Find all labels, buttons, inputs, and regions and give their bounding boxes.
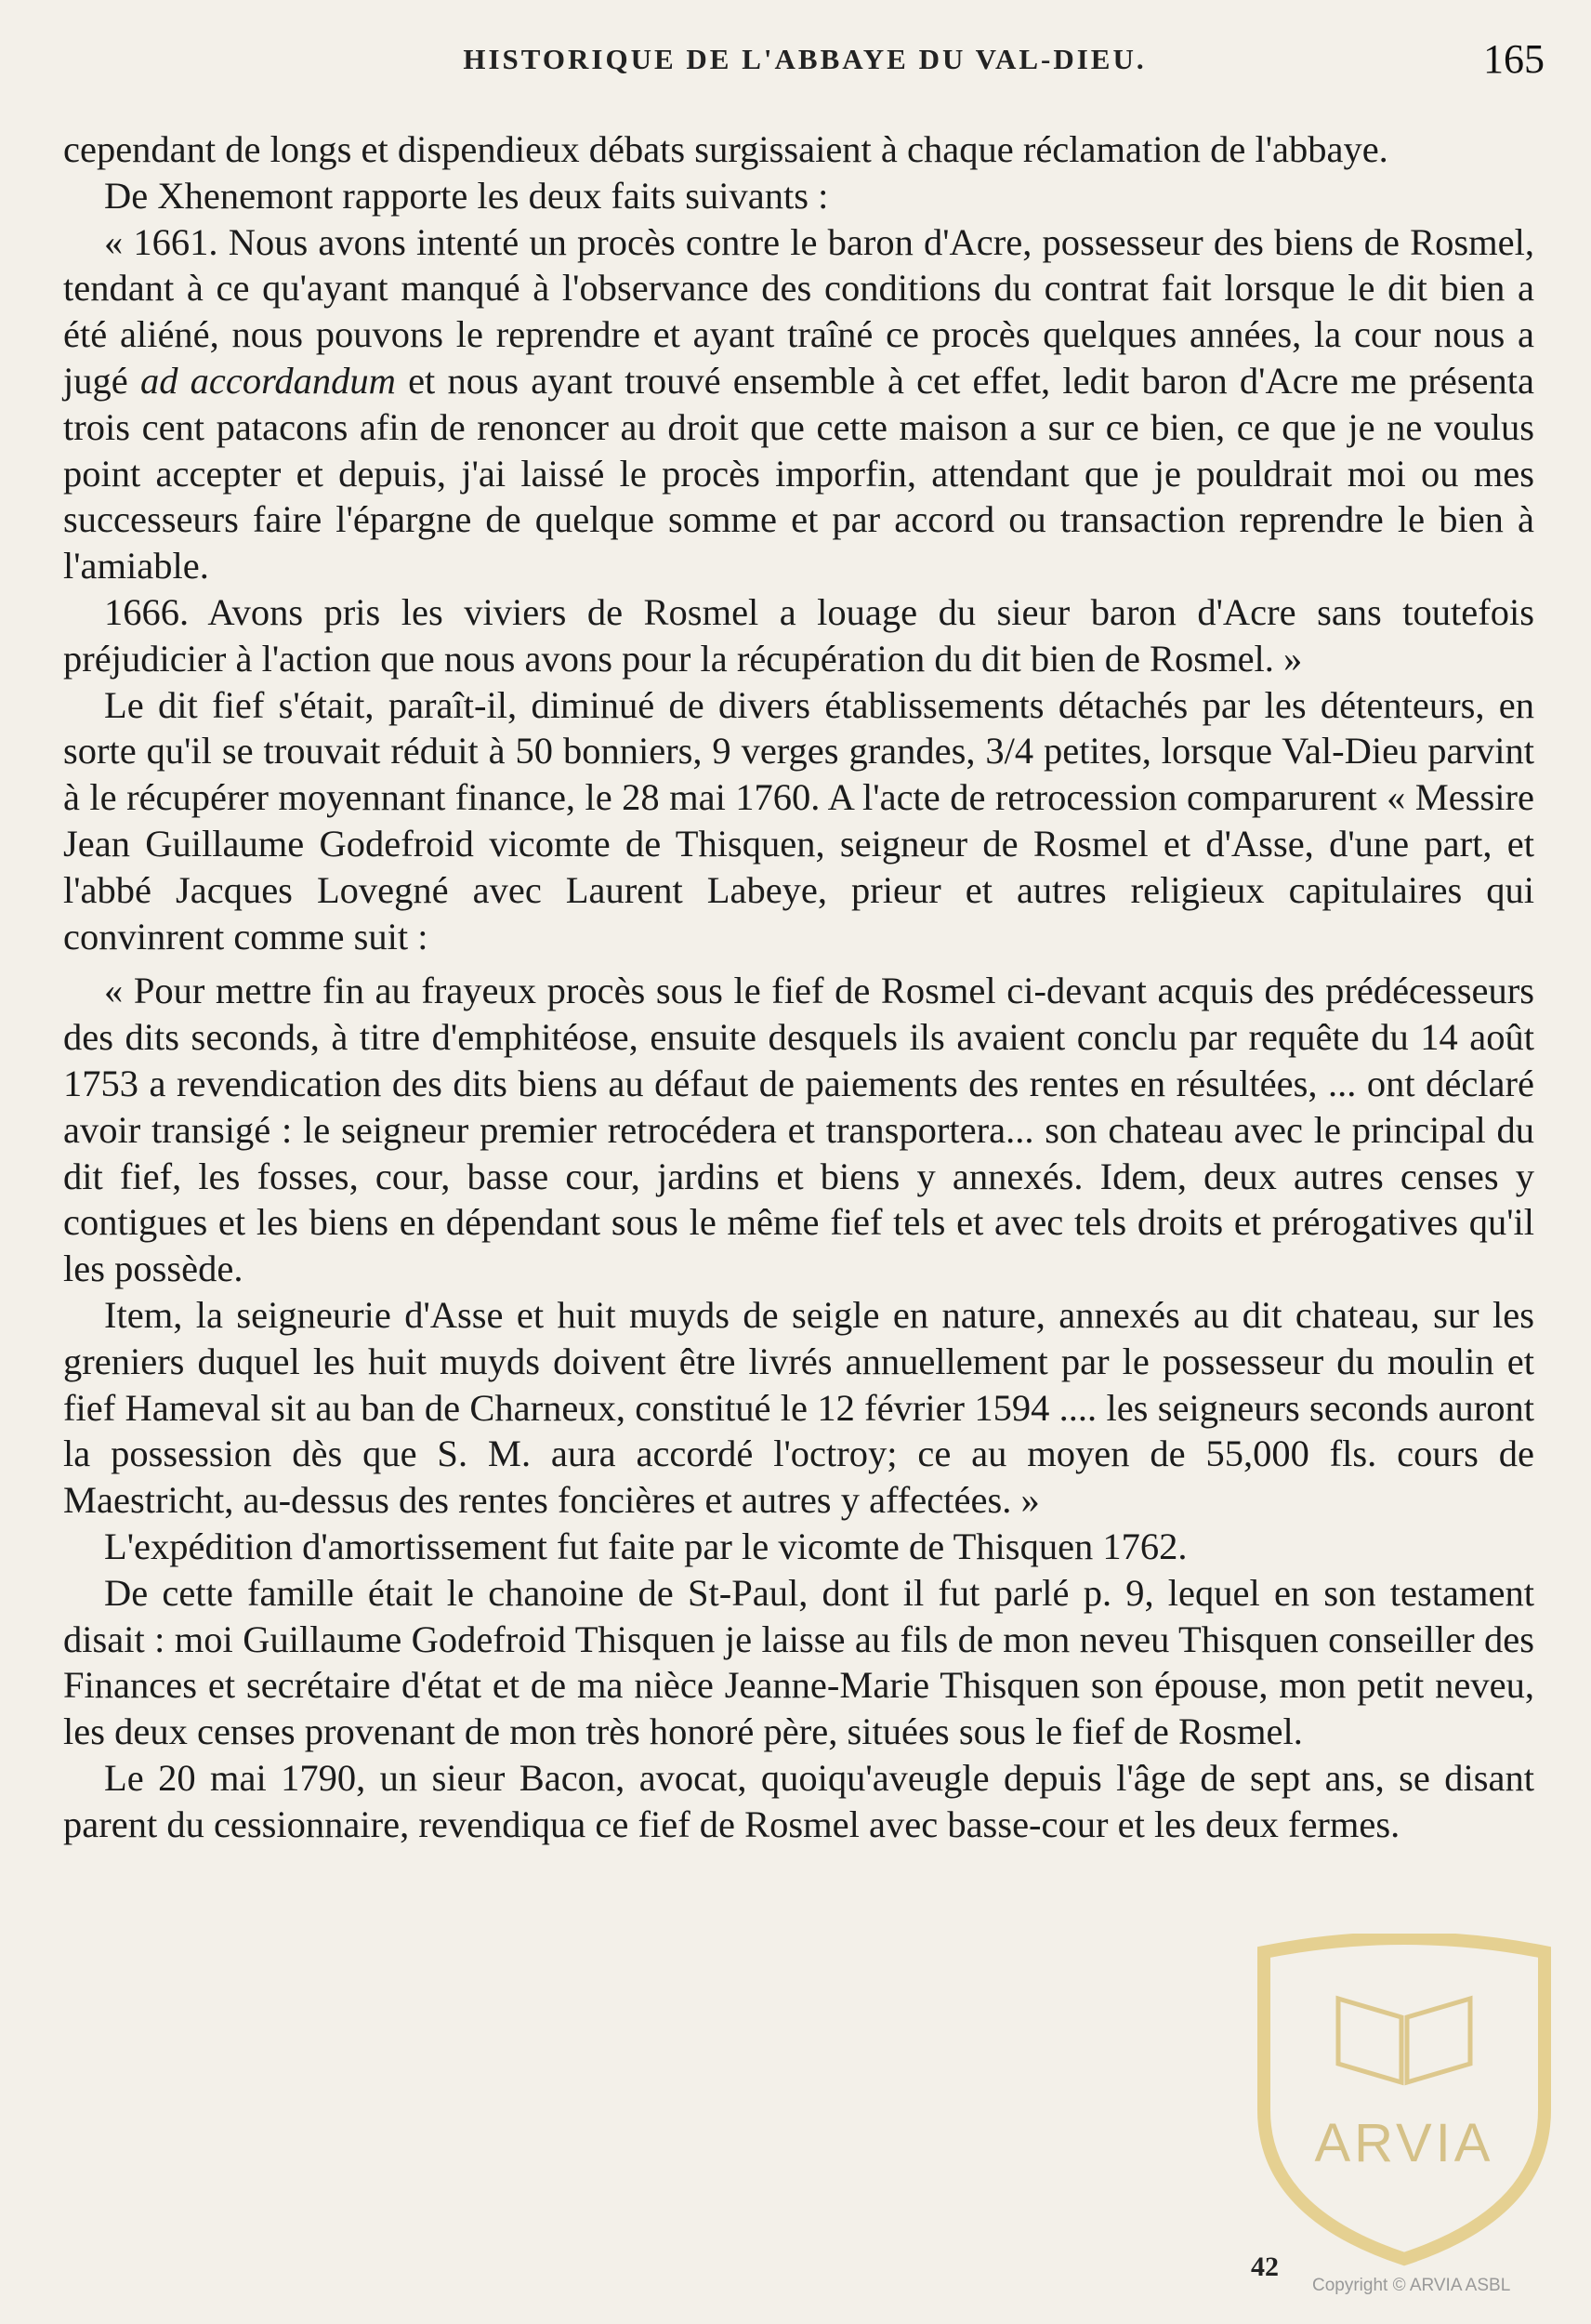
watermark-label: ARVIA — [1314, 2113, 1494, 2173]
quote-text: et nous ayant trouvé ensemble à cet effet, ledit baron d'Acre me présenta trois cent patacons afin de renoncer au droit que cette maison a sur ce bien, ce que je ne voulus point accepter et depuis, j'ai laissé le procès imporfin, attendant que je pouldrait moi ou mes successeurs faire l'épargne de quelque somme et par accord ou transaction reprendre le bien à l'amiable. — [63, 359, 1534, 588]
paragraph: Le 20 mai 1790, un sieur Bacon, avocat, quoiqu'aveugle depuis l'âge de sept ans, se disant parent du cessionnaire, revendiqua ce fief de Rosmel avec basse-cour et les deux fermes. — [63, 1756, 1534, 1845]
signature-mark: 42 — [1251, 2251, 1279, 2282]
paragraph: cependant de longs et dispendieux débats surgissaient à chaque réclamation de l'abbaye. — [63, 128, 1388, 170]
paragraph-quote-1661 — [63, 219, 1534, 589]
book-icon — [1338, 1999, 1470, 2082]
latin-phrase: ad accordandum — [139, 359, 396, 402]
paragraph: 1666. Avons pris les viviers de Rosmel a louage du sieur baron d'Acre sans toutefois préjudicier à l'action que nous avons pour la récupération du dit bien de Rosmel. » — [63, 590, 1534, 680]
paragraph: Item, la seigneurie d'Asse et huit muyds de seigle en nature, annexés au dit chateau, sur les greniers duquel les huit muyds doivent être livrés annuellement par le possesseur du moulin et fief Hameval sit au ban de Charneux, constitué le 12 février 1594 .... les seigneurs seconds auront la possession dès que S. M. aura accordé l'octroy; ce au moyen de 55,000 fls. cours de Maestricht, au-dessus des rentes foncières et autres y affectées. » — [63, 1293, 1534, 1522]
copyright-notice: Copyright © ARVIA ASBL — [1312, 2276, 1511, 2295]
paragraph: « Pour mettre fin au frayeux procès sous le fief de Rosmel ci-devant acquis des prédécesseurs des dits seconds, à titre d'emphitéose, ensuite desquels ils avaient conclu par requête du 14 août 1753 a revendication des dits biens au défaut de paiements des rentes en résultées, ... ont déclaré avoir transigé : le seigneur premier retrocédera et transportera... son chateau avec le principal du dit fief, les fosses, cour, basse cour, jardins et biens y annexés. Idem, deux autres censes y contigues et les biens en dépendant sous le même fief tels et avec tels droits et prérogatives qu'il les possède. — [63, 970, 1534, 1290]
paragraph: De cette famille était le chanoine de St-Paul, dont il fut parlé p. 9, lequel en son testament disait : moi Guillaume Godefroid Thisquen je laisse au fils de mon neveu Thisquen conseiller des Finances et secrétaire d'état et de ma nièce Jeanne-Marie Thisquen son épouse, mon petit neveu, les deux censes provenant de mon très honoré père, situées sous le fief de Rosmel. — [63, 1571, 1534, 1753]
paragraph: L'expédition d'amortissement fut faite par le vicomte de Thisquen 1762. — [104, 1525, 1188, 1567]
paragraph: De Xhenemont rapporte les deux faits suivants : — [104, 174, 829, 217]
arvia-watermark-logo — [1236, 1934, 1572, 2268]
body-text — [63, 126, 1534, 1847]
running-title: HISTORIQUE DE L'ABBAYE DU VAL-DIEU. — [463, 43, 1147, 75]
running-head — [65, 35, 1545, 91]
quote-text: « 1661. Nous avons intenté un procès contre le baron d'Acre, possesseur des biens de Rosmel, tendant à ce qu'ayant manqué à l'observance des conditions du contrat fait lorsque le dit bien a été aliéné, nous pouvons le reprendre et ayant traîné ce procès quelques années, la cour nous a jugé — [63, 220, 1534, 402]
paragraph: Le dit fief s'était, paraît-il, diminué de divers établissements détachés par les détenteurs, en sorte qu'il se trouvait réduit à 50 bonniers, 9 verges grandes, 3/4 petites, lorsque Val-Dieu parvint à le récupérer moyennant finance, le 28 mai 1760. A l'acte de retrocession comparurent « Messire Jean Guillaume Godefroid vicomte de Thisquen, seigneur de Rosmel et d'Asse, d'une part, et l'abbé Jacques Lovegné avec Laurent Labeye, prieur et autres religieux capitulaires qui convinrent comme suit : — [63, 683, 1534, 957]
page-number: 165 — [1483, 36, 1545, 82]
